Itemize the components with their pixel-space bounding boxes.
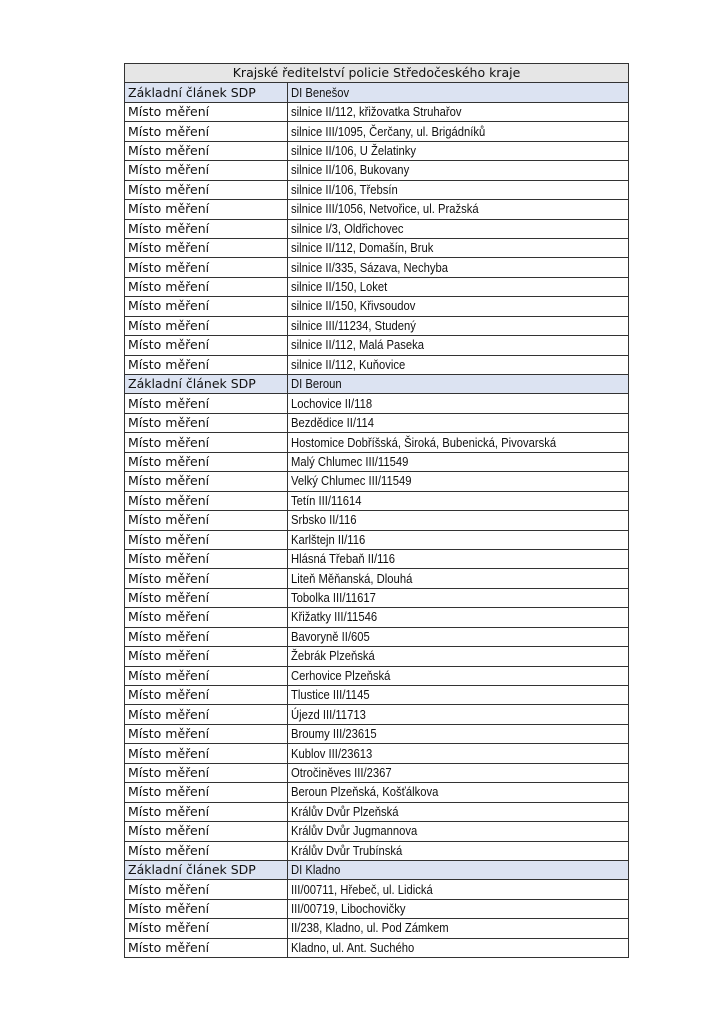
row-label: Místo měření (125, 822, 288, 841)
row-location (288, 724, 629, 743)
row-label: Místo měření (125, 452, 288, 471)
table-title: Krajské ředitelství policie Středočeského kraje (125, 64, 629, 83)
table-row (125, 258, 629, 277)
row-label: Místo měření (125, 355, 288, 374)
row-location (288, 200, 629, 219)
section-name-text: DI Benešov (291, 85, 350, 100)
row-label: Místo měření (125, 530, 288, 549)
row-label: Místo měření (125, 744, 288, 763)
section-label: Základní článek SDP (125, 860, 288, 879)
row-location-text: Cerhovice Plzeňská (291, 668, 391, 683)
row-location-text: silnice II/106, Třebsín (291, 182, 398, 197)
row-label: Místo měření (125, 686, 288, 705)
row-label: Místo měření (125, 472, 288, 491)
table-row (125, 452, 629, 471)
row-location-text: Hostomice Dobříšská, Široká, Bubenická, Pivovarská (291, 435, 557, 450)
row-location (288, 686, 629, 705)
table-row (125, 200, 629, 219)
section-label: Základní článek SDP (125, 375, 288, 394)
row-location (288, 122, 629, 141)
row-label: Místo měření (125, 161, 288, 180)
row-label: Místo měření (125, 336, 288, 355)
row-location-text: silnice II/112, křižovatka Struhařov (291, 105, 462, 120)
table-row (125, 549, 629, 568)
table-row (125, 763, 629, 782)
row-label: Místo měření (125, 802, 288, 821)
row-location (288, 899, 629, 918)
table-row (125, 472, 629, 491)
table-row (125, 530, 629, 549)
row-location-text: Králův Dvůr Plzeňská (291, 804, 399, 819)
table-row (125, 705, 629, 724)
row-location (288, 433, 629, 452)
row-location-text: silnice II/112, Malá Paseka (291, 338, 424, 353)
row-label: Místo měření (125, 705, 288, 724)
table-row (125, 180, 629, 199)
table-row (125, 899, 629, 918)
row-location (288, 802, 629, 821)
row-location (288, 588, 629, 607)
row-location (288, 822, 629, 841)
row-label: Místo měření (125, 588, 288, 607)
row-location (288, 841, 629, 860)
table-row (125, 102, 629, 121)
title-row (125, 64, 629, 83)
row-label: Místo měření (125, 122, 288, 141)
row-label: Místo měření (125, 511, 288, 530)
row-label: Místo měření (125, 880, 288, 899)
row-location (288, 297, 629, 316)
row-label: Místo měření (125, 647, 288, 666)
table-row (125, 122, 629, 141)
table-row (125, 355, 629, 374)
section-label: Základní článek SDP (125, 83, 288, 102)
row-location-text: Újezd III/11713 (291, 707, 366, 722)
row-label: Místo měření (125, 763, 288, 782)
row-location-text: Liteň Měňanská, Dlouhá (291, 571, 413, 586)
row-label: Místo měření (125, 258, 288, 277)
table-row (125, 277, 629, 296)
table-row (125, 491, 629, 510)
table-row (125, 569, 629, 588)
section-header-row (125, 83, 629, 102)
table-row (125, 666, 629, 685)
row-label: Místo měření (125, 277, 288, 296)
table-row (125, 744, 629, 763)
row-location (288, 452, 629, 471)
table-row (125, 588, 629, 607)
row-location-text: Otročiněves III/2367 (291, 765, 392, 780)
row-location (288, 627, 629, 646)
row-location-text: Bezdědice II/114 (291, 416, 374, 431)
row-location (288, 666, 629, 685)
table-row (125, 627, 629, 646)
row-location (288, 744, 629, 763)
table-row (125, 647, 629, 666)
row-label: Místo měření (125, 608, 288, 627)
row-label: Místo měření (125, 141, 288, 160)
row-location-text: Králův Dvůr Trubínská (291, 843, 403, 858)
table-row (125, 841, 629, 860)
row-label: Místo měření (125, 666, 288, 685)
row-location-text: silnice III/1095, Čerčany, ul. Brigádníků (291, 124, 486, 139)
row-label: Místo měření (125, 316, 288, 335)
table-row (125, 686, 629, 705)
row-location (288, 647, 629, 666)
row-location (288, 413, 629, 432)
section-header-row (125, 860, 629, 879)
row-label: Místo měření (125, 569, 288, 588)
table-row (125, 608, 629, 627)
row-location-text: Lochovice II/118 (291, 396, 373, 411)
row-label: Místo měření (125, 938, 288, 957)
table-row (125, 822, 629, 841)
row-location (288, 880, 629, 899)
row-location (288, 238, 629, 257)
row-label: Místo měření (125, 200, 288, 219)
row-location (288, 549, 629, 568)
table-row (125, 141, 629, 160)
table-row (125, 297, 629, 316)
row-label: Místo měření (125, 394, 288, 413)
table-row (125, 783, 629, 802)
row-location (288, 472, 629, 491)
table-row (125, 919, 629, 938)
row-location-text: silnice III/1056, Netvořice, ul. Pražská (291, 202, 479, 217)
row-location (288, 141, 629, 160)
table-row (125, 413, 629, 432)
row-location (288, 919, 629, 938)
table-row (125, 938, 629, 957)
row-location (288, 569, 629, 588)
row-label: Místo měření (125, 841, 288, 860)
section-header-row (125, 375, 629, 394)
table-row (125, 238, 629, 257)
table-row (125, 433, 629, 452)
row-location-text: silnice II/106, Bukovany (291, 163, 410, 178)
row-location (288, 491, 629, 510)
row-location (288, 763, 629, 782)
row-location (288, 608, 629, 627)
row-location-text: silnice II/335, Sázava, Nechyba (291, 260, 448, 275)
row-location (288, 511, 629, 530)
row-location (288, 938, 629, 957)
row-label: Místo měření (125, 297, 288, 316)
row-location-text: Tlustice III/1145 (291, 688, 370, 703)
row-location-text: silnice III/11234, Studený (291, 318, 416, 333)
section-name (288, 860, 629, 879)
row-location-text: Kladno, ul. Ant. Suchého (291, 940, 415, 955)
table-row (125, 316, 629, 335)
row-location-text: Tetín III/11614 (291, 493, 362, 508)
row-label: Místo měření (125, 491, 288, 510)
table-row (125, 161, 629, 180)
row-location-text: Tobolka III/11617 (291, 591, 376, 606)
row-location (288, 277, 629, 296)
row-location-text: silnice I/3, Oldřichovec (291, 221, 404, 236)
table-row (125, 219, 629, 238)
row-label: Místo měření (125, 919, 288, 938)
row-label: Místo měření (125, 627, 288, 646)
row-location-text: Hlásná Třebaň II/116 (291, 552, 396, 567)
row-location (288, 530, 629, 549)
section-name (288, 83, 629, 102)
row-location-text: Beroun Plzeňská, Košťálkova (291, 785, 439, 800)
table-row (125, 394, 629, 413)
row-location (288, 161, 629, 180)
row-label: Místo měření (125, 102, 288, 121)
row-location (288, 258, 629, 277)
row-location-text: Žebrák Plzeňská (291, 649, 375, 664)
table-row (125, 336, 629, 355)
row-location-text: Kublov III/23613 (291, 746, 373, 761)
section-name-text: DI Kladno (291, 863, 341, 878)
row-location (288, 316, 629, 335)
section-name-text: DI Beroun (291, 377, 342, 392)
row-label: Místo měření (125, 413, 288, 432)
row-location-text: silnice II/150, Loket (291, 280, 388, 295)
row-location (288, 102, 629, 121)
row-location-text: silnice II/112, Kuňovice (291, 357, 406, 372)
section-name (288, 375, 629, 394)
row-label: Místo měření (125, 180, 288, 199)
row-location-text: Malý Chlumec III/11549 (291, 454, 409, 469)
row-location-text: III/00711, Hřebeč, ul. Lidická (291, 882, 433, 897)
row-label: Místo měření (125, 724, 288, 743)
row-location (288, 180, 629, 199)
row-label: Místo měření (125, 238, 288, 257)
table-row (125, 511, 629, 530)
row-location-text: Velký Chlumec III/11549 (291, 474, 412, 489)
row-location-text: III/00719, Libochovičky (291, 902, 406, 917)
row-location-text: silnice II/150, Křivsoudov (291, 299, 416, 314)
row-location-text: Karlštejn II/116 (291, 532, 366, 547)
table-row (125, 880, 629, 899)
row-label: Místo měření (125, 433, 288, 452)
row-location (288, 336, 629, 355)
row-location-text: silnice II/112, Domašín, Bruk (291, 241, 434, 256)
table-row (125, 802, 629, 821)
row-location-text: II/238, Kladno, ul. Pod Zámkem (291, 921, 449, 936)
row-label: Místo měření (125, 549, 288, 568)
row-label: Místo měření (125, 783, 288, 802)
row-location-text: Srbsko II/116 (291, 513, 357, 528)
row-location-text: Broumy III/23615 (291, 727, 377, 742)
row-label: Místo měření (125, 219, 288, 238)
row-location-text: silnice II/106, U Želatinky (291, 143, 417, 158)
row-location (288, 355, 629, 374)
row-location-text: Bavoryně II/605 (291, 629, 370, 644)
row-location (288, 783, 629, 802)
row-location (288, 219, 629, 238)
row-location (288, 705, 629, 724)
row-location-text: Křižatky III/11546 (291, 610, 378, 625)
row-location-text: Králův Dvůr Jugmannova (291, 824, 418, 839)
table-row (125, 724, 629, 743)
row-label: Místo měření (125, 899, 288, 918)
measurement-locations-table (124, 63, 629, 958)
row-location (288, 394, 629, 413)
